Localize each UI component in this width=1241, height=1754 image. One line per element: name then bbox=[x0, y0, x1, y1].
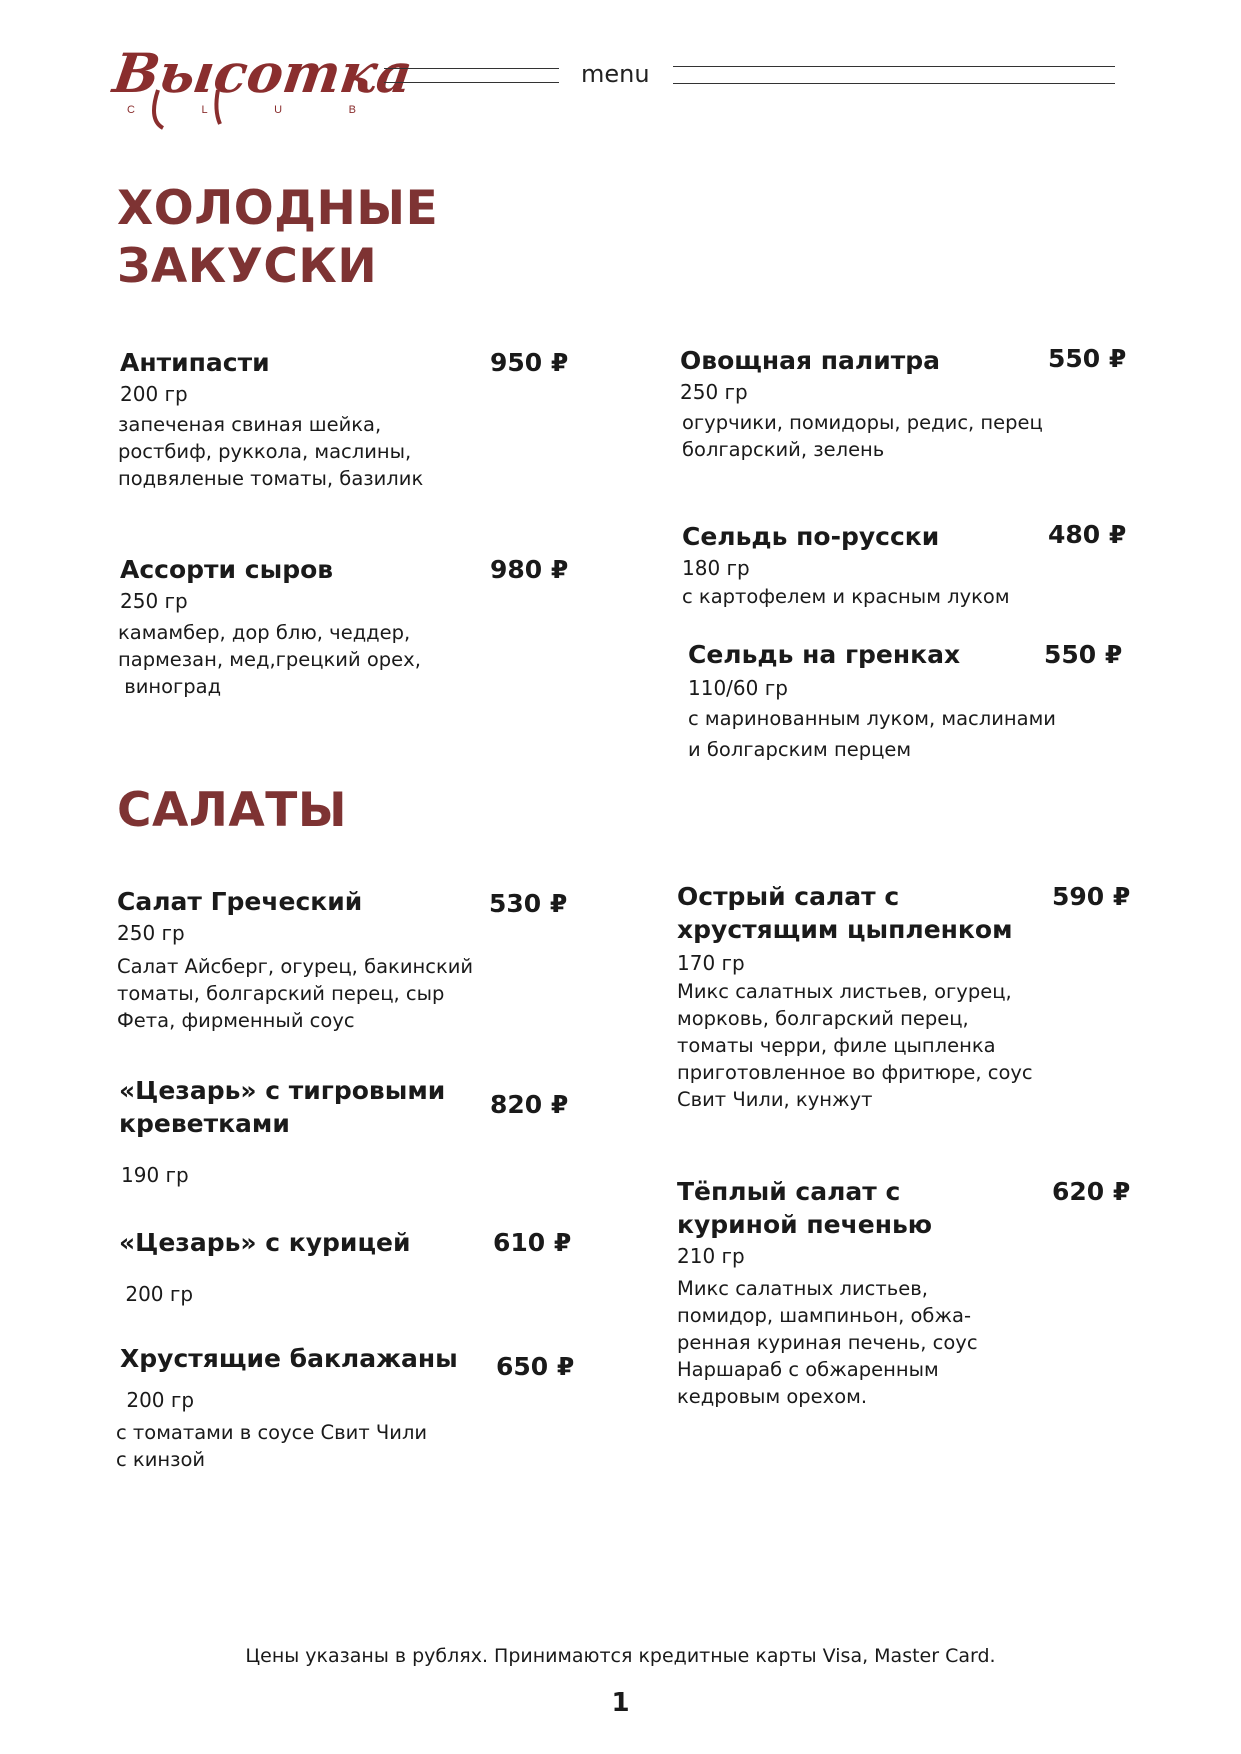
section-title-cold-appetizers bbox=[117, 180, 438, 296]
menu-item-spicy-crispy-chicken-salad bbox=[677, 880, 1131, 1113]
item-description bbox=[682, 583, 1127, 610]
header-rule-left-top bbox=[384, 68, 559, 69]
item-weight: 250 гр bbox=[680, 380, 748, 404]
item-name: Антипасти bbox=[120, 348, 270, 377]
item-price: 820 ₽ bbox=[490, 1090, 569, 1119]
menu-item-greek-salad bbox=[117, 885, 568, 1034]
desc-line: Микс салатных листьев, bbox=[677, 1277, 928, 1300]
item-name-line: креветками bbox=[119, 1109, 290, 1138]
desc-line: с кинзой bbox=[116, 1448, 206, 1471]
desc-line: Наршараб с обжаренным bbox=[677, 1358, 939, 1381]
desc-line: Фета, фирменный соус bbox=[117, 1009, 355, 1032]
menu-item-vegetable-palette bbox=[680, 344, 1125, 463]
desc-line: подвяленые томаты, базилик bbox=[118, 467, 424, 490]
item-description bbox=[688, 703, 1133, 765]
desc-line: ренная куриная печень, соус bbox=[677, 1331, 978, 1354]
menu-item-herring-russian bbox=[682, 520, 1127, 610]
item-price: 480 ₽ bbox=[1048, 520, 1127, 549]
section-title-salads: САЛАТЫ bbox=[117, 783, 348, 838]
item-description bbox=[677, 978, 1122, 1113]
item-weight: 190 гр bbox=[121, 1163, 189, 1187]
menu-item-caesar-shrimp bbox=[119, 1074, 569, 1190]
item-price: 550 ₽ bbox=[1044, 640, 1123, 669]
desc-line: морковь, болгарский перец, bbox=[677, 1007, 969, 1030]
desc-line: болгарский, зелень bbox=[682, 438, 885, 461]
header-rule-right-top bbox=[673, 66, 1115, 67]
desc-line: запеченая свиная шейка, bbox=[118, 413, 382, 436]
page-number: 1 bbox=[611, 1688, 630, 1718]
item-price: 650 ₽ bbox=[496, 1352, 575, 1381]
item-name: Ассорти сыров bbox=[120, 555, 334, 584]
item-price: 590 ₽ bbox=[1052, 882, 1131, 911]
item-price: 980 ₽ bbox=[490, 555, 569, 584]
desc-line: с картофелем и красным луком bbox=[682, 585, 1010, 608]
item-weight: 250 гр bbox=[117, 921, 185, 945]
club-letter: C bbox=[127, 104, 136, 116]
menu-label: menu bbox=[581, 60, 650, 88]
item-name: Овощная палитра bbox=[680, 346, 941, 375]
desc-line: камамбер, дор блю, чеддер, bbox=[118, 621, 411, 644]
menu-item-caesar-chicken bbox=[119, 1226, 572, 1309]
item-weight: 250 гр bbox=[120, 589, 188, 613]
item-name-line: куриной печенью bbox=[677, 1210, 933, 1239]
menu-item-crispy-eggplant bbox=[116, 1342, 575, 1473]
item-description bbox=[118, 619, 565, 700]
desc-line: кедровым орехом. bbox=[677, 1385, 868, 1408]
desc-line: пармезан, мед,грецкий орех, bbox=[118, 648, 421, 671]
item-description bbox=[118, 411, 565, 492]
item-name-line: Тёплый салат с bbox=[677, 1177, 901, 1206]
item-name: Салат Греческий bbox=[117, 887, 363, 916]
header-rule-left-bottom bbox=[384, 82, 559, 83]
menu-item-warm-chicken-liver-salad bbox=[677, 1175, 1131, 1410]
item-price: 530 ₽ bbox=[489, 889, 568, 918]
club-letter: B bbox=[348, 104, 357, 116]
desc-line: Салат Айсберг, огурец, бакинский bbox=[117, 955, 474, 978]
desc-line: огурчики, помидоры, редис, перец bbox=[682, 411, 1043, 434]
item-weight: 180 гр bbox=[682, 556, 750, 580]
item-description bbox=[682, 409, 1125, 463]
section-title-line: ХОЛОДНЫЕ bbox=[117, 181, 439, 236]
item-price: 610 ₽ bbox=[493, 1228, 572, 1257]
svg-text:Высотка: Высотка bbox=[109, 41, 417, 105]
item-price: 550 ₽ bbox=[1048, 344, 1127, 373]
payment-note: Цены указаны в рублях. Принимаются кредитные карты Visa, Master Card. bbox=[245, 1645, 996, 1667]
item-name: Сельдь на гренках bbox=[688, 640, 961, 669]
item-price: 950 ₽ bbox=[490, 348, 569, 377]
desc-line: с томатами в соусе Свит Чили bbox=[116, 1421, 428, 1444]
desc-line: помидор, шампиньон, обжа- bbox=[677, 1304, 972, 1327]
desc-line: томаты черри, филе цыпленка bbox=[677, 1034, 996, 1057]
item-weight: 110/60 гр bbox=[688, 676, 788, 700]
item-name-line: «Цезарь» с тигровыми bbox=[119, 1076, 446, 1105]
item-description bbox=[677, 1275, 1122, 1410]
item-name: Сельдь по-русски bbox=[682, 522, 940, 551]
desc-line: Микс салатных листьев, огурец, bbox=[677, 980, 1012, 1003]
menu-item-herring-toast bbox=[688, 638, 1133, 765]
desc-line: томаты, болгарский перец, сыр bbox=[117, 982, 445, 1005]
club-letter: L bbox=[201, 104, 209, 116]
menu-item-antipasti bbox=[118, 346, 569, 492]
item-name-line: Острый салат с bbox=[677, 882, 900, 911]
club-letter: U bbox=[274, 104, 284, 116]
menu-item-cheese-platter bbox=[118, 553, 569, 700]
item-name: «Цезарь» с курицей bbox=[119, 1228, 411, 1257]
item-weight: 200 гр bbox=[119, 1282, 194, 1306]
item-description bbox=[116, 1419, 565, 1473]
item-name-line: хрустящим цыпленком bbox=[677, 915, 1013, 944]
desc-line: Свит Чили, кунжут bbox=[677, 1088, 873, 1111]
item-weight: 200 гр bbox=[120, 382, 188, 406]
header-rule-right-bottom bbox=[673, 83, 1115, 84]
item-price: 620 ₽ bbox=[1052, 1177, 1131, 1206]
desc-line: с маринованным луком, маслинами bbox=[688, 707, 1056, 730]
item-weight: 200 гр bbox=[120, 1388, 195, 1412]
desc-line: приготовленное во фритюре, соус bbox=[677, 1061, 1033, 1084]
desc-line: ростбиф, руккола, маслины, bbox=[118, 440, 412, 463]
section-title-line: ЗАКУСКИ bbox=[117, 239, 378, 294]
desc-line: и болгарским перцем bbox=[688, 738, 912, 761]
desc-line: виноград bbox=[118, 675, 222, 698]
item-weight: 210 гр bbox=[677, 1244, 745, 1268]
item-weight: 170 гр bbox=[677, 951, 745, 975]
item-name: Хрустящие баклажаны bbox=[120, 1344, 458, 1373]
logo-club-letters bbox=[127, 104, 357, 116]
item-description bbox=[117, 953, 562, 1034]
